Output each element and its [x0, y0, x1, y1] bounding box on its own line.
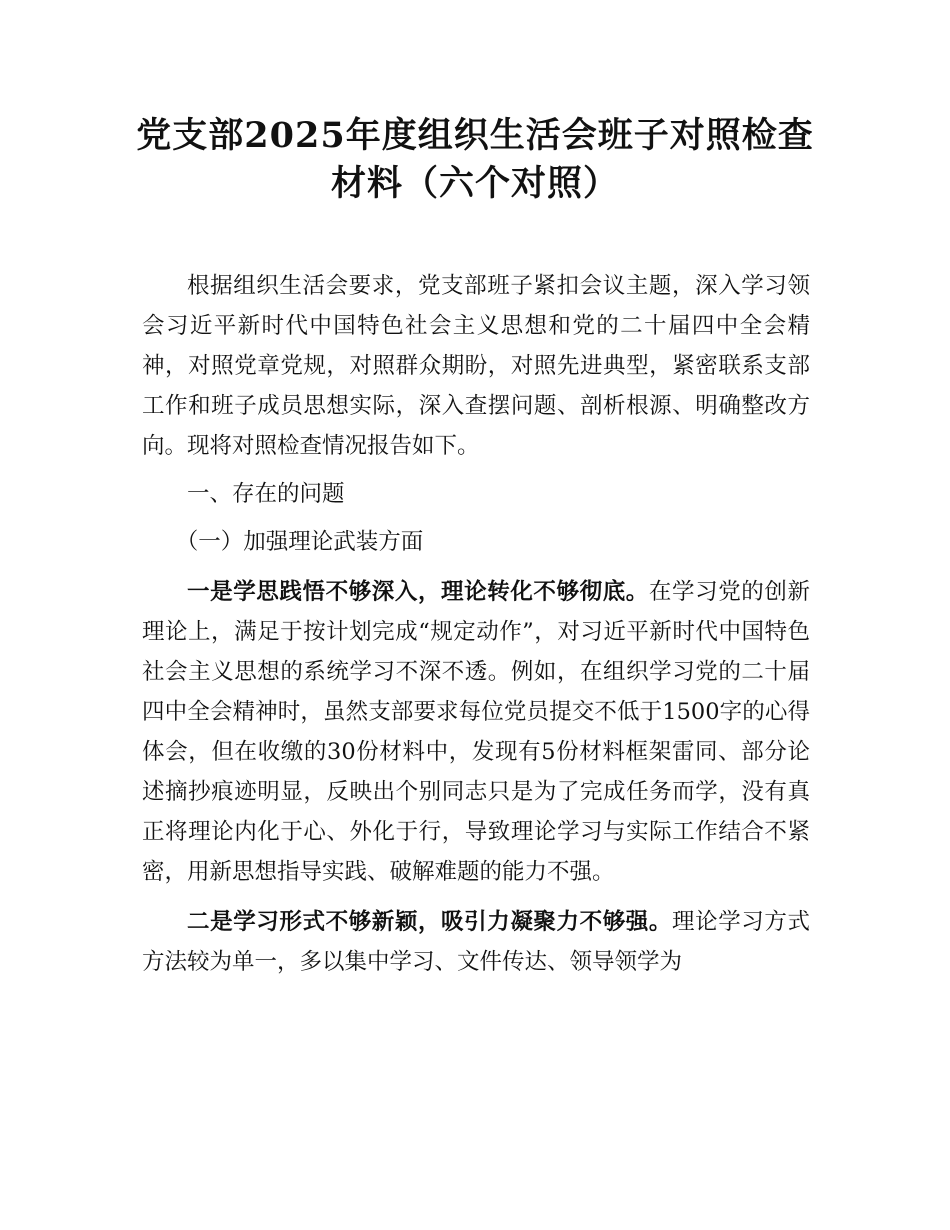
subsection-heading: （一）加强理论武装方面 [175, 529, 424, 555]
intro-paragraph: 根据组织生活会要求，党支部班子紧扣会议主题，深入学习领会习近平新时代中国特色社会主义思想和党的二十届四中全会精神，对照党章党规，对照群众期盼，对照先进典型，紧密联系支部工作和班子成员思想实际，深入查摆问题、剖析根源、明确整改方向。现将对照检查情况报告如下。 [142, 273, 810, 459]
point-1-lead: 一是学思践悟不够深入，理论转化不够彻底。 [187, 579, 649, 605]
point-2-lead: 二是学习形式不够新颖，吸引力凝聚力不够强。 [187, 909, 672, 935]
point-1-text: 在学习党的创新理论上，满足于按计划完成“规定动作”，对习近平新时代中国特色社会主义思想的系统学习不深不透。例如，在组织学习党的二十届四中全会精神时，虽然支部要求每位党员提交不低于1500字的心得体会，但在收缴的30份材料中，发现有5份材料框架雷同、部分论述摘抄痕迹明显，反映出个别同志只是为了完成任务而学，没有真正将理论内化于心、外化于行，导致理论学习与实际工作结合不紧密，用新思想指导实践、破解难题的能力不强。 [142, 579, 810, 885]
point-2-text: 理论学习方式方法较为单一，多以集中学习、文件传达、领导领学为 [142, 909, 810, 975]
document-body [142, 266, 810, 982]
point-paragraph-2 [142, 902, 810, 982]
point-paragraph-1 [142, 572, 810, 892]
section-heading: 一、存在的问题 [187, 481, 345, 507]
document-title: 党支部2025年度组织生活会班子对照检查材料（六个对照） [136, 115, 814, 204]
